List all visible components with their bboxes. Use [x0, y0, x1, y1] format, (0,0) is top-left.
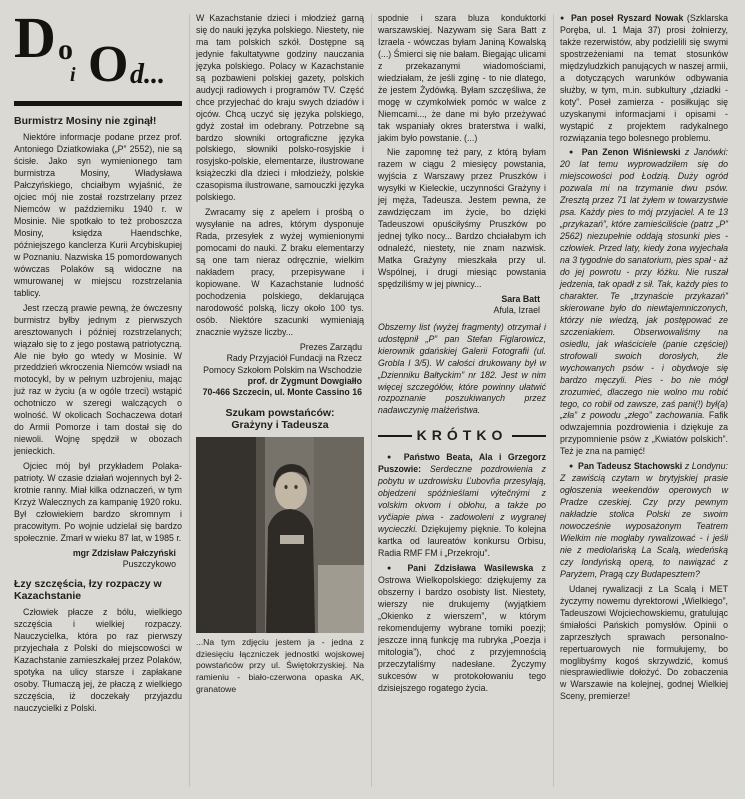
masthead-rule [14, 101, 182, 106]
letter-paragraph: Niektóre informacje podane przez prof. Antoniego Dziatkowiaka („P” 2552), nie są ścisłe. Jako syn wymienionego tam burmistrza Mosiny, Władysława Pałczyńskiego, chciałbym wyjaśnić, że ojciec mój nie został rozstrzelany przez Niemców w październiku 1940 r. w Mosinie. Nie spotkało to też proboszcza Mosiny, księdza Haendschke, późniejszego kanclerza Kurii Arcybiskupiej w Poznaniu. Nazwiska 15 pomordowanych wówczas Polaków są widoczne na wmurowanej w miejscu rozstrzelania tablicy. [14, 132, 182, 298]
letter-paragraph: Zwracamy się z apelem i prośbą o wysyłanie na adres, którym dysponuje Rada, przesyłek z wyżej wymienionymi pomocami do nauki. Z braku elementarzy są one tam nieraz odręcznie, wielkim nakładem pracy, przepisywane i kopiowane. W Kazachstanie ludność pochodzenia polskiego, deklarująca narodowość polską, liczy około 100 tys. osób. Niektóre szacunki wymieniają znacznie wyższe liczby... [196, 207, 364, 337]
masthead-letter-d: D [14, 5, 56, 70]
masthead-do-i-od [14, 5, 182, 97]
signature-address: 70-466 Szczecin, ul. Monte Cassino 16 [202, 387, 362, 398]
krotko-item-lead: Pan Tadeusz Stachowski [577, 461, 683, 472]
signature-place: Afula, Izrael [493, 305, 540, 316]
column-4 [560, 13, 728, 706]
krotko-item-reply: z Ostrowa Wielkopolskiego: dziękujemy za obszerny i bardzo osobisty list. Niestety, wierszy nie drukujemy (wyjątkiem „Okienko z wierszem”, w którym rekomendujemy wybrane tomiki poezji; jeszcze inną funkcję ma rubryka „Poezja i mitologia”), choć z przyjemnością przeczytaliśmy nadesłane. Życzymy sukcesów w protokołowaniu tego dzisiejszego rogatego życia. [378, 563, 546, 693]
signature-line: Pomocy Szkołom Polskim na Wschodzie [203, 364, 362, 375]
column-2 [196, 13, 364, 698]
column-1 [14, 5, 182, 718]
bullet-icon: ● [387, 565, 398, 572]
krotko-item-lead: Państwo Beata, Ala i Grzegorz Puszowie: [378, 452, 546, 475]
krotko-item-quote: Serdeczne pozdrowienia z pobytu w uzdrowisku Ľubovňa przesyłają, objedzeni spóźnieślami výtečnými z volskim okvom i obłohu, a także po vyčiapie piwa - zadowoleni z wygranej wycieczki. [378, 464, 546, 535]
signature-line: Prezes Zarządu [299, 341, 362, 352]
krotko-item-text: (Szklarska Poręba, ul. 1 Maja 37) prosi żołnierzy, także rezerwistów, aby podzielili się swymi spostrzeżeniami na temat stosunków międzyludzkich panujących w naszej armii, a dotyczących warunków odbywania służby, w tym, m.in. subkultury „dziadki - koty”. Poseł zamierza - posiłkując się uzyskanymi informacjami i opisami - wystąpić z projektem radykalnego rozwiązania tego bolesnego problemu. [560, 13, 728, 143]
letter-paragraph: Jest rzeczą prawie pewną, że ówczesny burmistrz byłby jednym z pierwszych aresztowanych i później rozstrzelanych; wiązało się to z jego postawą patriotyczną. Ale nie było go wtedy w Mosinie. W przeddzień wkroczenia Niemców wsiadł na motocykl, by w pełnym uzbrojeniu, mając już raz w życiu (a w ogóle trzeci) wstąpić ochotniczo w szeregi walczących o wolność. W okolicach Sochaczewa dotarł do Armii Pomorze i tam dostał się do niewoli. Wojnę spędził w obozach jenieckich. [14, 302, 182, 457]
masthead-letter-o2: O [88, 36, 129, 93]
krotko-item [378, 563, 546, 694]
letter-signature-block [196, 342, 362, 399]
masthead-letter-o: o [58, 33, 73, 66]
bullet-icon: ● [560, 15, 566, 22]
bullet-icon: ● [569, 463, 574, 471]
krotko-item [560, 13, 728, 144]
signature-name: prof. dr Zygmunt Dowgiałło [247, 376, 362, 386]
bullet-icon: ● [387, 454, 396, 462]
krotko-item-reply: Dziękujemy pięknie. To kolejna kartka od laureatów konkursu Orbisu, Radia RMF FM i „Przekroju”. [378, 524, 546, 559]
letter-heading-kazachstan: Łzy szczęścia, łzy rozpaczy w Kazachstanie [14, 577, 162, 602]
krotko-item-reply: Fafik odwzajemnia pozdrowienia i dziękuje za przypomnienie psów z „Kwiatów polskich”. Też je zna na pamięć! [560, 410, 728, 457]
krotko-rule-right [512, 435, 546, 438]
krotko-item-lead: Pan poseł Ryszard Nowak [570, 13, 684, 23]
column-divider [189, 14, 190, 787]
masthead-letter-d2: d... [130, 59, 165, 90]
krotko-item-reply-paragraph: Udanej rywalizacji z La Scalą i MET życzymy nowemu dyrektorowi „Wielkiego”, Tadeuszowi Wojciechowskiemu, gratulując śmiałości Pańskich pomysłów. Opinii o zaprzeszłych sprawach personalno-repertuarowych nie formułujemy, bo moglibyśmy kogoś skrzywdzić, komuś niesprawiedliwie dołożyć. Do zobaczenia w Warszawie na kolejnej, godnej Wielkiej Sceny, premierze! [560, 583, 728, 702]
photo-heading [196, 407, 364, 432]
krotko-item-quote: z Janówki: 20 lat temu wyprowadziłem się do miejscowości pod Łodzią. Duży ogród pozwala mi na trzymanie dwu psów. Zresztą przez 71 lat żyłem w towarzystwie psa. Każdy pies to mój przyjaciel. A te 13 „przykazań”, które zamieściliście (patrz „P” 2562) niezupełnie oddają stosunki pies - człowiek. Przed laty, kiedy żona wyjechała na 3 tygodnie do sanatorium, pies spał - aż do jej powrotu - przy łóżku. Nie ruszał jedzenia, tak opadł z sił. Tak, każdy pies to charakter. Te „trzynaście przykazań” skierowane było do niewtajemniczonych, którzy nie wiedzą, jak postępować ze szczeniakiem. Obserwowaliśmy na osiedlu, jak właściciele (panie częściej) strofowali swoich dorosłych, źle wychowanych psów - i obydwoje się bardzo męczyli. Pies - bo nie mógł zrozumieć, dlaczego nie wolno mu robić tego, co robił od zawsze, zaś pani(!) był(a) „zła” z powodu „złego” zachowania. [560, 147, 728, 421]
letter-paragraph: Ojciec mój był przykładem Polaka-patrioty. W czasie działań wojennych był 2-krotnie ranny. Miał kilka odznaczeń, w tym Krzyż Walecznych za kampanię 1920 roku. Był człowiekiem bardzo skromnym i pracowitym. Po wojnie udzielał się bardzo społecznie. Zmarł w wieku 87 lat, w 1985 r. [14, 461, 182, 543]
photo-caption: ...Na tym zdjęciu jestem ja - jedna z dziesięciu łączniczek jednostki wojskowej powstańców przy ul. Świętokrzyskiej. Na ramieniu - biało-czerwona opaska AK, granatowe [196, 637, 364, 694]
krotko-title: KRÓTKO [416, 427, 508, 444]
editorial-note: Obszerny list (wyżej fragmenty) otrzymał i udostępnił „P” pan Stefan Figlarowicz, kierownik gdańskiej Galerii Fotografii (ul. Grobla I 3/5). W całości drukowany był w „Dzienniku Bałtyckim” nr 182. Jest w nim więcej szczegółów, które powinny ułatwić rozpoznanie poszukiwanych przez nadawczynię małżeństwa. [378, 321, 546, 416]
krotko-item-quote: z Londynu: Z zawiścią czytam w brytyjskiej prasie ogłoszenia weekendów operowych w Pradze czeskiej. Czy przy pewnym nakładzie stolica Polski ze swoim nowocześnie wyposażonym Teatrem Wielkim nie mogłaby rywalizować - i jeśli nie z mediolańską La Scalą, wiedeńską czy londyńską operą, to nawiązać z Paryżem, Pragą czy Budapesztem? [560, 461, 728, 579]
column-divider [553, 14, 554, 787]
krotko-section-header [378, 426, 546, 445]
signature-line: Rady Przyjaciół Fundacji na Rzecz [226, 353, 362, 364]
signature-name: mgr Zdzisław Pałczyński [72, 547, 176, 558]
photo-heading-line1: Szukam powstańców: [225, 406, 335, 419]
krotko-rule-left [378, 435, 412, 438]
krotko-item [560, 461, 728, 581]
letter-paragraph: Człowiek płacze z bólu, wielkiego szczęścia i wielkiej rozpaczy. Nauczycielka, która po raz pierwszy przyjechała z Polski do miejscowości w Kazachstanie zamieszkałej przez Polaków, spotyka na ulicy starsze i zapłakane osoby. Tłumaczą jej, że płaczą z wielkiego szczęścia, iż doczekały przyjazdu nauczycielki z Polski. [14, 607, 182, 713]
powstanka-photo [196, 437, 364, 633]
letter-heading-burmistrz: Burmistrz Mosiny nie zginął! [14, 115, 157, 127]
letter-signature [14, 548, 176, 571]
letter-signature [378, 294, 540, 317]
letter-paragraph: Nie zapomnę też pary, z którą byłam razem w ciągu 2 miesięcy powstania, wyjścia z Warszawy przez Pruszków i wysyłki w Kieleckie, uczynności Grażyny i jej męża, Tadeusza. Jestem pewna, że zawdzięczam im życie, bo dzięki Tadeuszowi opuściłyśmy Pruszków po jednej tylko nocy... Bardzo chciałabym ich odnaleźć, niestety, nie znam nazwisk. Matka Grażyny mieszkała przy ul. Wspólnej, i drugi miesiąc powstania spędziliśmy w jej piwnicy... [378, 147, 546, 289]
photo-heading-line2: Grażyny i Tadeusza [231, 419, 329, 432]
column-divider [371, 14, 372, 787]
letter-paragraph: W Kazachstanie dzieci i młodzież garną się do nauki języka polskiego. Niestety, nie ma tam polskich szkół. Dostępne są jedynie fakultatywne godziny nauczania języka polskiego. Polacy w Kazachstanie są pozbawieni polskiej gazety, polskich audycji radiowych i programów TV. Część chce przyjechać do kraju swych dziadów i ojców. Chcą uczyć się języka polskiego, gdyż został im odebrany. Potrzebne są bardzo słowniki ortograficzne języka polskiego, słowniki polsko-rosyjskie i rosyjsko-polskie, elementarze, ilustrowane książeczki dla dzieci i młodzieży, polskie czasopisma ilustrowane, samouczki języka polskiego. [196, 13, 364, 203]
bullet-icon: ● [569, 149, 576, 157]
masthead-letter-i: i [70, 64, 76, 86]
signature-name: Sara Batt [501, 293, 540, 304]
krotko-item-lead: Pan Zenon Wiśniewski [581, 147, 681, 158]
signature-place: Puszczykowo [122, 559, 176, 570]
column-3 [378, 13, 546, 697]
krotko-item-lead: Pani Zdzisława Wasilewska [407, 563, 534, 573]
letter-paragraph: spodnie i szara bluza konduktorki warszawskiej. Nazywam się Sara Batt z Izraela - wówczas byłam Janiną Kowalską (...) Śmierci się nie bałam. Biegając ulicami z przekazanymi wiadomościami, wiedziałam, że jeśli zginę - to nie dlatego, że jestem Żydówką. Byłam szczęśliwa, że mogę w czymkolwiek pomóc w walce z Niemcami..., że dane mi było przeżywać tak wspaniały okres braterstwa i walki, jakim było powstanie. (...) [378, 13, 546, 143]
krotko-item [378, 452, 546, 560]
krotko-item [560, 147, 728, 458]
